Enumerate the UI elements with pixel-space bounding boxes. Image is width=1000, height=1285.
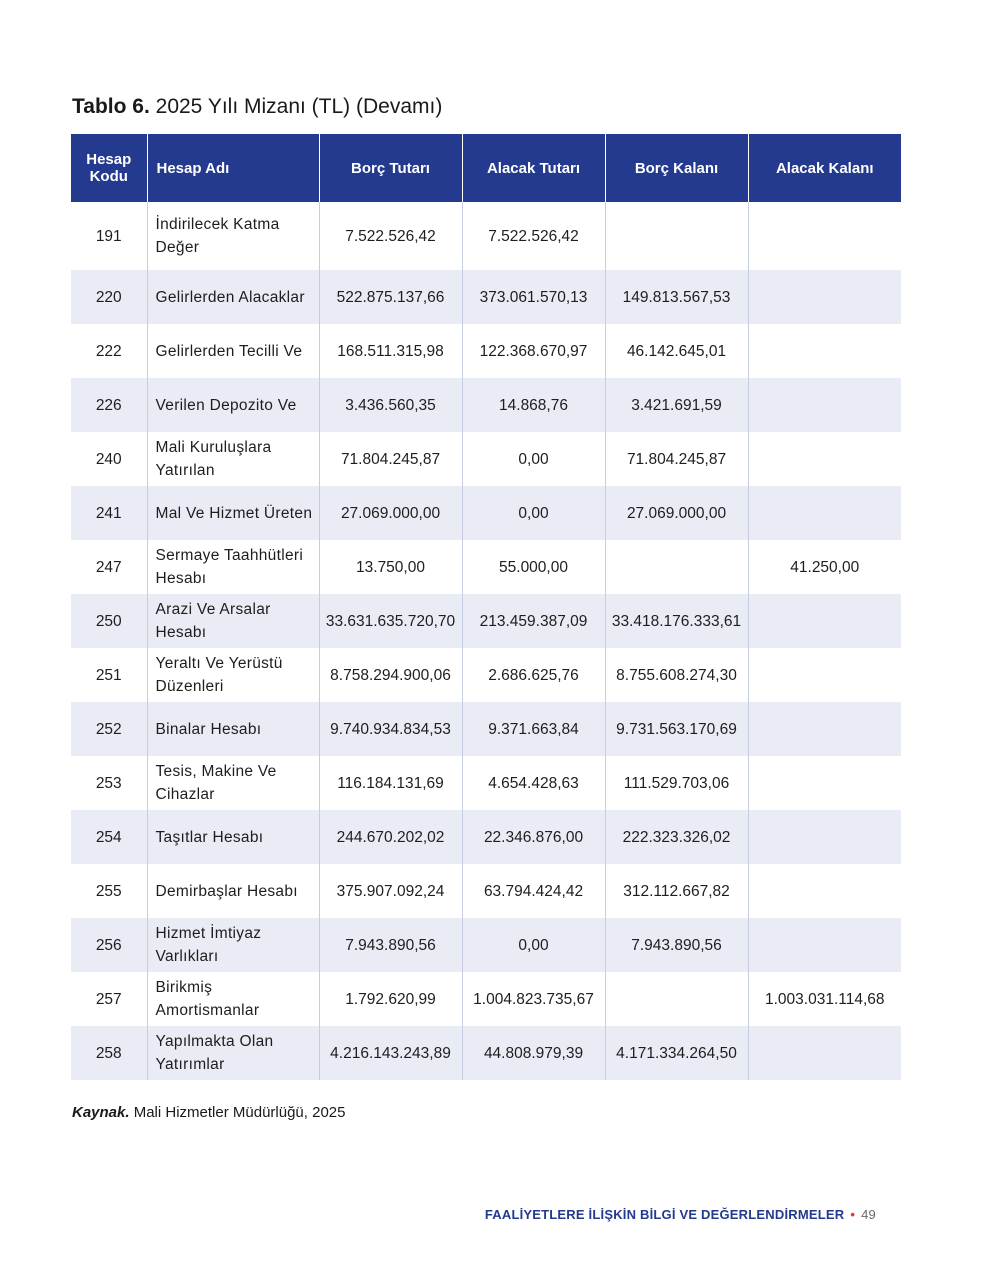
cell-borc-tutari: 522.875.137,66: [319, 270, 462, 324]
cell-alacak-kalani: [748, 648, 901, 702]
cell-borc-tutari: 71.804.245,87: [319, 432, 462, 486]
cell-hesap-kodu: 240: [71, 432, 147, 486]
cell-alacak-tutari: 2.686.625,76: [462, 648, 605, 702]
cell-borc-kalani: 3.421.691,59: [605, 378, 748, 432]
table-row: [71, 432, 901, 486]
col-header-hesap-adi: Hesap Adı: [147, 134, 319, 202]
cell-hesap-kodu: 253: [71, 756, 147, 810]
col-header-borc-kalani: Borç Kalanı: [605, 134, 748, 202]
cell-hesap-kodu: 220: [71, 270, 147, 324]
cell-borc-kalani: 4.171.334.264,50: [605, 1026, 748, 1080]
cell-alacak-tutari: 122.368.670,97: [462, 324, 605, 378]
table-row: [71, 270, 901, 324]
table-number: Tablo 6.: [72, 95, 150, 118]
cell-hesap-kodu: 222: [71, 324, 147, 378]
cell-borc-tutari: 27.069.000,00: [319, 486, 462, 540]
cell-alacak-tutari: 63.794.424,42: [462, 864, 605, 918]
table-row: [71, 972, 901, 1026]
table-header: [71, 134, 901, 202]
cell-hesap-adi: Yeraltı Ve Yerüstü Düzenleri: [147, 648, 319, 702]
cell-hesap-adi: Hizmet İmtiyaz Varlıkları: [147, 918, 319, 972]
cell-alacak-kalani: [748, 1026, 901, 1080]
cell-borc-kalani: 149.813.567,53: [605, 270, 748, 324]
table-row: [71, 810, 901, 864]
table-row: [71, 918, 901, 972]
cell-borc-kalani: [605, 540, 748, 594]
cell-alacak-kalani: [748, 378, 901, 432]
cell-hesap-kodu: 247: [71, 540, 147, 594]
cell-hesap-kodu: 252: [71, 702, 147, 756]
cell-hesap-adi: Binalar Hesabı: [147, 702, 319, 756]
table-row: [71, 864, 901, 918]
cell-hesap-adi: Birikmiş Amortismanlar: [147, 972, 319, 1026]
cell-alacak-tutari: 44.808.979,39: [462, 1026, 605, 1080]
cell-alacak-kalani: [748, 486, 901, 540]
page-number: 49: [861, 1207, 876, 1222]
cell-alacak-tutari: 0,00: [462, 918, 605, 972]
table-row: [71, 486, 901, 540]
cell-alacak-tutari: 0,00: [462, 432, 605, 486]
table-row: [71, 1026, 901, 1080]
cell-hesap-kodu: 256: [71, 918, 147, 972]
cell-hesap-kodu: 258: [71, 1026, 147, 1080]
table-title: [72, 95, 442, 119]
cell-borc-kalani: 46.142.645,01: [605, 324, 748, 378]
cell-alacak-tutari: 4.654.428,63: [462, 756, 605, 810]
col-header-hesap-kodu: Hesap Kodu: [71, 134, 147, 202]
cell-borc-tutari: 3.436.560,35: [319, 378, 462, 432]
cell-alacak-kalani: [748, 594, 901, 648]
source-note: [72, 1104, 345, 1121]
cell-alacak-kalani: [748, 270, 901, 324]
cell-alacak-tutari: 9.371.663,84: [462, 702, 605, 756]
header-row: [71, 134, 901, 202]
table-row: [71, 594, 901, 648]
cell-hesap-adi: Mali Kuruluşlara Yatırılan: [147, 432, 319, 486]
cell-alacak-kalani: [748, 202, 901, 270]
cell-hesap-adi: İndirilecek Katma Değer: [147, 202, 319, 270]
cell-borc-kalani: 222.323.326,02: [605, 810, 748, 864]
cell-borc-tutari: 168.511.315,98: [319, 324, 462, 378]
cell-borc-tutari: 375.907.092,24: [319, 864, 462, 918]
cell-alacak-kalani: 41.250,00: [790, 558, 860, 576]
table-body: [71, 202, 901, 1080]
cell-alacak-kalani: 1.003.031.114,68: [764, 990, 885, 1008]
cell-borc-tutari: 7.943.890,56: [319, 918, 462, 972]
cell-hesap-adi: Demirbaşlar Hesabı: [147, 864, 319, 918]
cell-alacak-kalani: [748, 432, 901, 486]
cell-hesap-kodu: 191: [71, 202, 147, 270]
cell-hesap-adi: Verilen Depozito Ve: [147, 378, 319, 432]
cell-alacak-kalani: [748, 702, 901, 756]
page-footer: [485, 1207, 876, 1222]
cell-borc-tutari: 4.216.143.243,89: [319, 1026, 462, 1080]
table-row: [71, 202, 901, 270]
cell-borc-kalani: 27.069.000,00: [605, 486, 748, 540]
cell-borc-kalani: 111.529.703,06: [605, 756, 748, 810]
cell-borc-kalani: [605, 202, 748, 270]
cell-hesap-kodu: 254: [71, 810, 147, 864]
table-row: [71, 756, 901, 810]
cell-alacak-kalani: [748, 324, 901, 378]
table-row: [71, 702, 901, 756]
cell-borc-kalani: 33.418.176.333,61: [605, 594, 748, 648]
cell-hesap-adi: Tesis, Makine Ve Cihazlar: [147, 756, 319, 810]
cell-borc-tutari: 33.631.635.720,70: [319, 594, 462, 648]
cell-hesap-adi: Mal Ve Hizmet Üreten: [147, 486, 319, 540]
table-row: [71, 540, 901, 594]
cell-alacak-tutari: 14.868,76: [462, 378, 605, 432]
cell-hesap-adi: Gelirlerden Alacaklar: [147, 270, 319, 324]
col-header-borc-tutari: Borç Tutarı: [319, 134, 462, 202]
cell-borc-kalani: 312.112.667,82: [605, 864, 748, 918]
cell-alacak-tutari: 55.000,00: [462, 540, 605, 594]
cell-borc-tutari: 244.670.202,02: [319, 810, 462, 864]
col-header-alacak-tutari: Alacak Tutarı: [462, 134, 605, 202]
cell-hesap-kodu: 241: [71, 486, 147, 540]
table-row: [71, 648, 901, 702]
source-label: Kaynak.: [72, 1104, 130, 1121]
cell-borc-kalani: 9.731.563.170,69: [605, 702, 748, 756]
col-header-alacak-kalani: Alacak Kalanı: [748, 134, 901, 202]
cell-alacak-kalani: [748, 864, 901, 918]
table-caption: 2025 Yılı Mizanı (TL) (Devamı): [155, 95, 443, 118]
cell-alacak-kalani: [748, 918, 901, 972]
cell-hesap-adi: Yapılmakta Olan Yatırımlar: [147, 1026, 319, 1080]
cell-borc-tutari: 8.758.294.900,06: [319, 648, 462, 702]
cell-alacak-kalani: [748, 810, 901, 864]
cell-borc-tutari: 116.184.131,69: [319, 756, 462, 810]
cell-borc-tutari: 13.750,00: [319, 540, 462, 594]
table-row: [71, 378, 901, 432]
cell-borc-tutari: 9.740.934.834,53: [319, 702, 462, 756]
cell-hesap-kodu: 257: [71, 972, 147, 1026]
cell-hesap-adi: Sermaye Taahhütleri Hesabı: [147, 540, 319, 594]
cell-borc-kalani: 8.755.608.274,30: [605, 648, 748, 702]
mizan-table: [71, 134, 901, 1080]
cell-hesap-kodu: 251: [71, 648, 147, 702]
source-text: Mali Hizmetler Müdürlüğü, 2025: [133, 1104, 346, 1121]
footer-bullet-icon: •: [850, 1207, 856, 1222]
cell-hesap-adi: Taşıtlar Hesabı: [147, 810, 319, 864]
cell-hesap-kodu: 250: [71, 594, 147, 648]
table-row: [71, 324, 901, 378]
cell-alacak-tutari: 0,00: [462, 486, 605, 540]
cell-borc-kalani: 71.804.245,87: [605, 432, 748, 486]
cell-hesap-kodu: 255: [71, 864, 147, 918]
cell-borc-kalani: 7.943.890,56: [605, 918, 748, 972]
cell-alacak-kalani: [748, 756, 901, 810]
cell-alacak-tutari: 7.522.526,42: [462, 202, 605, 270]
cell-borc-tutari: 7.522.526,42: [319, 202, 462, 270]
cell-alacak-tutari: 1.004.823.735,67: [462, 972, 605, 1026]
cell-borc-kalani: [605, 972, 748, 1026]
cell-hesap-adi: Arazi Ve Arsalar Hesabı: [147, 594, 319, 648]
cell-alacak-tutari: 373.061.570,13: [462, 270, 605, 324]
cell-alacak-tutari: 213.459.387,09: [462, 594, 605, 648]
cell-hesap-adi: Gelirlerden Tecilli Ve: [147, 324, 319, 378]
footer-section-title: FAALİYETLERE İLİŞKİN BİLGİ VE DEĞERLENDİRMELER: [484, 1207, 845, 1222]
cell-borc-tutari: 1.792.620,99: [319, 972, 462, 1026]
cell-alacak-tutari: 22.346.876,00: [462, 810, 605, 864]
cell-hesap-kodu: 226: [71, 378, 147, 432]
